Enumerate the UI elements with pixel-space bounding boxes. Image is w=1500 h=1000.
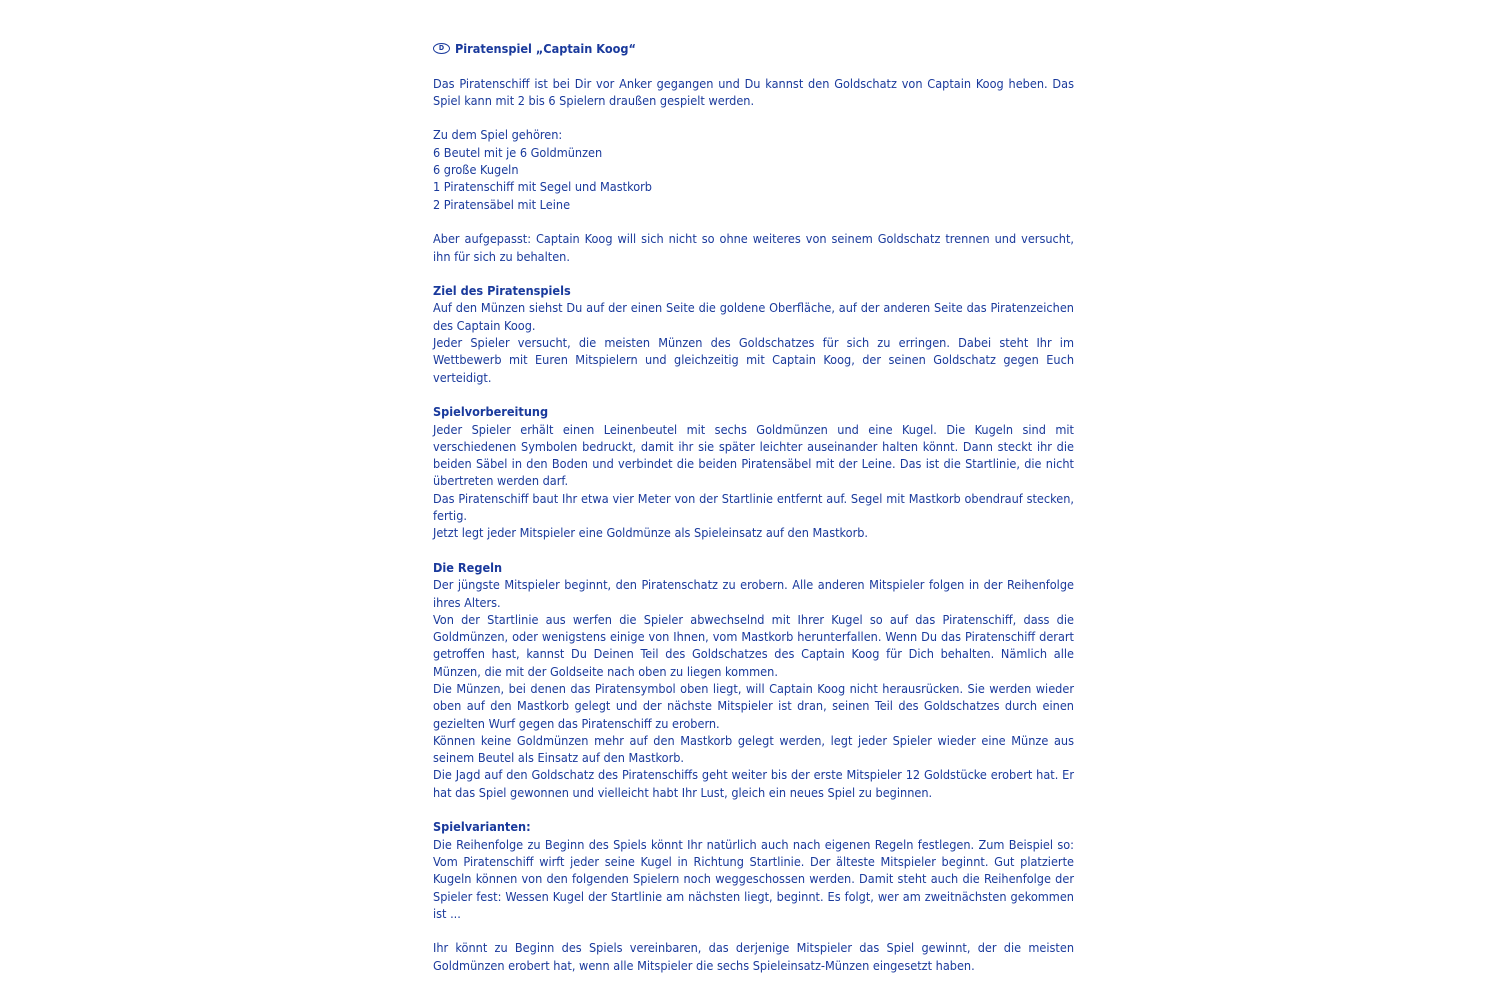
- section-paragraph: Die Reihenfolge zu Beginn des Spiels könnt Ihr natürlich auch nach eigenen Regeln festlegen. Zum Beispiel so: Vom Piratenschiff wirft jeder seine Kugel in Richtung Startlinie. Der älteste Mitspieler beginnt. Gut platzierte Kugeln können von den folgenden Spielern noch weggeschossen werden. Damit steht auch die Reihenfolge der Spieler fest: Wessen Kugel der Startlinie am nächsten liegt, beginnt. Es folgt, wer am zweitnächsten gekommen ist ...: [433, 836, 1074, 921]
- section-paragraph: Jetzt legt jeder Mitspieler eine Goldmünze als Spieleinsatz auf den Mastkorb.: [433, 525, 869, 541]
- section-paragraph: Die Münzen, bei denen das Piratensymbol oben liegt, will Captain Koog nicht herausrücken. Sie werden wieder oben auf den Mastkorb gelegt und der nächste Mitspieler ist dran, seinen Teil des Goldschatzes durch einen gezielten Wurf gegen das Piratenschiff zu erobern.: [433, 680, 1074, 731]
- section-paragraph: Jeder Spieler versucht, die meisten Münzen des Goldschatzes für sich zu erringen. Dabei steht Ihr im Wettbewerb mit Euren Mitspielern und gleichzeitig mit Captain Koog, der seinen Goldschatz gegen Euch verteidigt.: [433, 335, 1074, 385]
- section-paragraph: Der jüngste Mitspieler beginnt, den Piratenschatz zu erobern. Alle anderen Mitspieler folgen in der Reihenfolge ihres Alters.: [433, 577, 1074, 610]
- section-paragraph: Die Jagd auf den Goldschatz des Piratenschiffs geht weiter bis der erste Mitspieler 12 Goldstücke erobert hat. Er hat das Spiel gewonnen und vielleicht habt Ihr Lust, gleich ein neues Spiel zu beginnen.: [433, 767, 1074, 800]
- warning-paragraph: Aber aufgepasst: Captain Koog will sich nicht so ohne weiteres von seinem Goldschatz trennen und versucht, ihn für sich zu behalten.: [433, 231, 1074, 264]
- section-paragraph: Von der Startlinie aus werfen die Spieler abwechselnd mit Ihrer Kugel so auf das Piratenschiff, dass die Goldmünzen, oder wenigstens einige von Ihnen, vom Mastkorb herunterfallen. Wenn Du das Piratenschiff derart getroffen hast, kannst Du Deinen Teil des Goldschatzes des Captain Koog für Dich behalten. Nämlich alle Münzen, die mit der Goldseite nach oben zu liegen kommen.: [433, 611, 1074, 679]
- section-paragraph: Können keine Goldmünzen mehr auf den Mastkorb gelegt werden, legt jeder Spieler wieder eine Münze aus seinem Beutel als Einsatz auf den Mastkorb.: [433, 732, 1074, 766]
- contents-item: 6 große Kugeln: [433, 162, 519, 178]
- intro-paragraph: Das Piratenschiff ist bei Dir vor Anker gegangen und Du kannst den Goldschatz von Captain Koog heben. Das Spiel kann mit 2 bis 6 Spielern draußen gespielt werden.: [433, 75, 1074, 108]
- contents-item: 6 Beutel mit je 6 Goldmünzen: [433, 144, 603, 160]
- instruction-document: [433, 40, 1074, 974]
- section-paragraph: Das Piratenschiff baut Ihr etwa vier Meter von der Startlinie entfernt auf. Segel mit Mastkorb obendrauf stecken, fertig.: [433, 490, 1074, 524]
- contents-item: 2 Piratensäbel mit Leine: [433, 196, 571, 212]
- section-paragraph: Auf den Münzen siehst Du auf der einen Seite die goldene Oberfläche, auf der anderen Seite das Piratenzeichen des Captain Koog.: [433, 300, 1074, 333]
- contents-item: 1 Piratenschiff mit Segel und Mastkorb: [433, 179, 652, 195]
- contents-heading: Zu dem Spiel gehören:: [433, 127, 563, 143]
- title-row: [433, 40, 1074, 57]
- section-heading-spielvarianten: Spielvarianten:: [433, 819, 531, 835]
- document-title: Piratenspiel „Captain Koog“: [455, 41, 636, 56]
- section-heading-regeln: Die Regeln: [433, 559, 503, 575]
- section-heading-ziel: Ziel des Piratenspiels: [433, 283, 571, 299]
- section-heading-spielvorbereitung: Spielvorbereitung: [433, 404, 549, 420]
- section-paragraph: Jeder Spieler erhält einen Leinenbeutel mit sechs Goldmünzen und eine Kugel. Die Kugeln sind mit verschiedenen Symbolen bedruckt, damit ihr sie später leichter auseinander halten könnt. Dann steckt ihr die beiden Säbel in den Boden und verbindet die beiden Piratensäbel mit der Leine. Das ist die Startlinie, die nicht übertreten werden darf.: [433, 421, 1074, 489]
- closing-paragraph: Ihr könnt zu Beginn des Spiels vereinbaren, das derjenige Mitspieler das Spiel gewinnt, der die meisten Goldmünzen erobert hat, wenn alle Mitspieler die sechs Spieleinsatz-Münzen eingesetzt haben.: [433, 940, 1074, 973]
- language-badge-icon: D: [433, 43, 450, 54]
